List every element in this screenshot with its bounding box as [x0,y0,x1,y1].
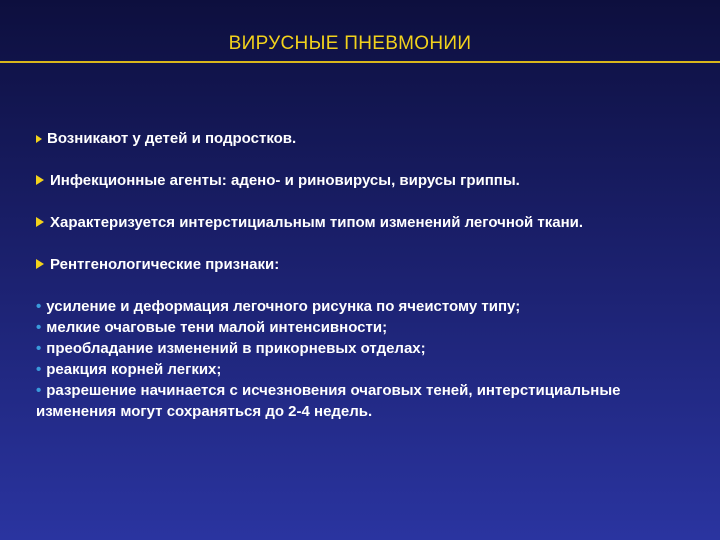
sub-bullet-item [36,338,686,359]
sub-bullet-text: реакция корней легких; [46,361,222,378]
bullet-item [36,170,686,191]
sub-bullet-text: разрешение начинается с исчезновения очаговых теней, интерстициальные изменения могут сохраняться до 2-4 недель. [36,382,621,420]
bullet-text: Характеризуется интерстициальным типом изменений легочной ткани. [50,214,584,231]
dot-bullet-icon: • [36,382,42,399]
title-underline [0,61,720,63]
bullet-item [36,128,686,149]
dot-bullet-icon: • [36,361,42,378]
sub-bullet-item [36,380,686,422]
arrow-bullet-icon [36,259,44,269]
slide-content [36,128,686,422]
arrow-bullet-icon [36,135,42,143]
sub-bullet-text: преобладание изменений в прикорневых отделах; [46,340,426,357]
bullet-text: Инфекционные агенты: адено- и риновирусы, вирусы гриппы. [50,172,520,189]
slide-title: ВИРУСНЫЕ ПНЕВМОНИИ [228,33,472,54]
arrow-bullet-icon [36,217,44,227]
sub-bullet-text: мелкие очаговые тени малой интенсивности; [46,319,388,336]
bullet-text: Рентгенологические признаки: [50,256,280,273]
bullet-item [36,212,686,233]
sub-bullet-text: усиление и деформация легочного рисунка по ячеистому типу; [46,298,521,315]
dot-bullet-icon: • [36,319,42,336]
bullet-item [36,254,686,275]
dot-bullet-icon: • [36,298,42,315]
sub-bullet-item [36,296,686,317]
arrow-bullet-icon [36,175,44,185]
bullet-text: Возникают у детей и подростков. [47,130,297,147]
dot-bullet-icon: • [36,340,42,357]
sub-bullet-item [36,317,686,338]
sub-bullet-item [36,359,686,380]
